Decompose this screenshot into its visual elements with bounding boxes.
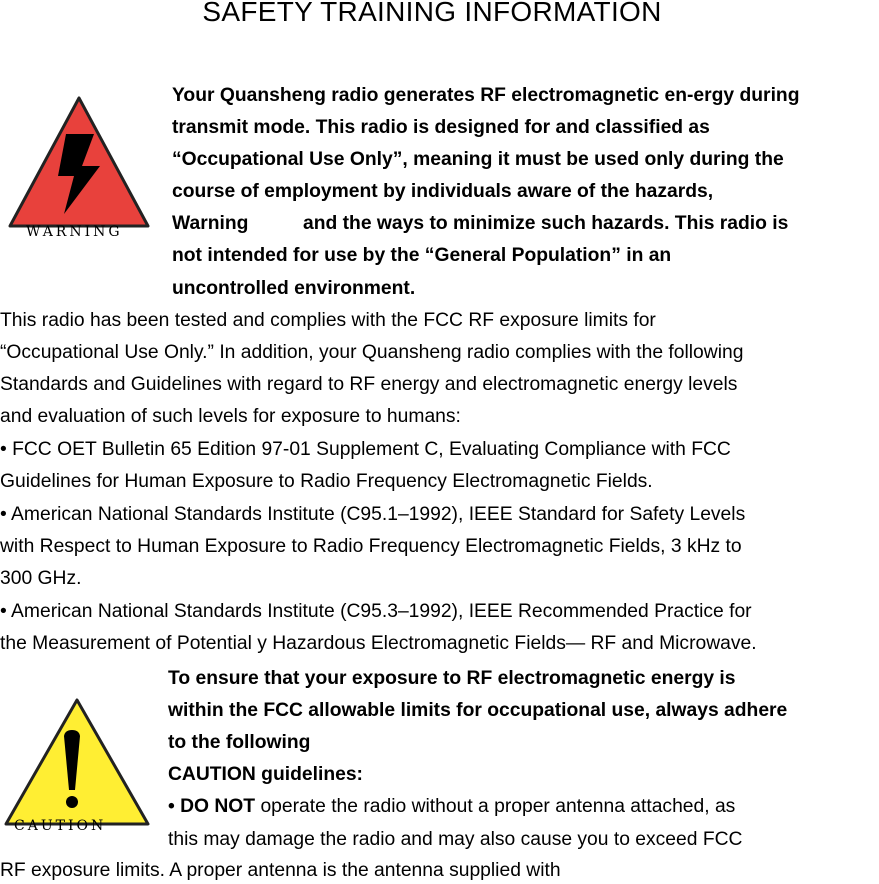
body-line-10: • American National Standards Institute (C95.3–1992), IEEE Recommended Practice for	[0, 601, 752, 622]
body-line-9: 300 GHz.	[0, 568, 82, 589]
do-not-line	[168, 796, 735, 818]
body-line-4: and evaluation of such levels for exposure to humans:	[0, 406, 461, 427]
do-not-prefix: • DO NOT	[168, 796, 256, 817]
caution-text-line-1: To ensure that your exposure to RF electromagnetic energy is	[168, 668, 736, 689]
caution-text-line-4: CAUTION guidelines:	[168, 764, 363, 785]
body-line-1: This radio has been tested and complies with the FCC RF exposure limits for	[0, 310, 656, 331]
warning-triangle-icon	[4, 92, 154, 246]
do-not-text: operate the radio without a proper antenna attached, as	[255, 796, 736, 817]
warning-text-line-7: uncontrolled environment.	[172, 278, 416, 299]
warning-label: WARNING	[26, 224, 123, 240]
body-line-7: • American National Standards Institute (C95.1–1992), IEEE Standard for Safety Levels	[0, 504, 746, 525]
warning-text-line-1: Your Quansheng radio generates RF electromagnetic en-ergy during	[172, 85, 800, 106]
body-line-3: Standards and Guidelines with regard to RF energy and electromagnetic energy levels	[0, 374, 738, 395]
warning-sign	[4, 92, 154, 246]
warning-text-line-5: and the ways to minimize such hazards. This radio is	[303, 213, 789, 234]
warning-word: Warning	[172, 213, 249, 234]
warning-text-line-3: “Occupational Use Only”, meaning it must be used only during the	[172, 149, 784, 170]
caution-text-line-3: to the following	[168, 732, 311, 753]
caution-text-line-5: this may damage the radio and may also cause you to exceed FCC	[168, 829, 743, 850]
warning-text-line-2: transmit mode. This radio is designed for and classified as	[172, 117, 710, 138]
caution-sign	[2, 694, 152, 844]
warning-text-line-4: course of employment by individuals aware of the hazards,	[172, 181, 714, 202]
body-line-6: Guidelines for Human Exposure to Radio Frequency Electromagnetic Fields.	[0, 471, 653, 492]
page-title: SAFETY TRAINING INFORMATION	[202, 0, 662, 27]
caution-text-line-2: within the FCC allowable limits for occupational use, always adhere	[168, 700, 788, 721]
caution-text-line-6: RF exposure limits. A proper antenna is the antenna supplied with	[0, 860, 561, 881]
body-line-8: with Respect to Human Exposure to Radio Frequency Electromagnetic Fields, 3 kHz to	[0, 536, 742, 557]
body-line-5: • FCC OET Bulletin 65 Edition 97-01 Supplement C, Evaluating Compliance with FCC	[0, 439, 731, 460]
warning-text-line-6: not intended for use by the “General Population” in an	[172, 245, 672, 266]
body-line-11: the Measurement of Potential y Hazardous Electromagnetic Fields— RF and Microwave.	[0, 633, 757, 654]
body-line-2: “Occupational Use Only.” In addition, your Quansheng radio complies with the following	[0, 342, 744, 363]
caution-label: CAUTION	[14, 818, 107, 834]
